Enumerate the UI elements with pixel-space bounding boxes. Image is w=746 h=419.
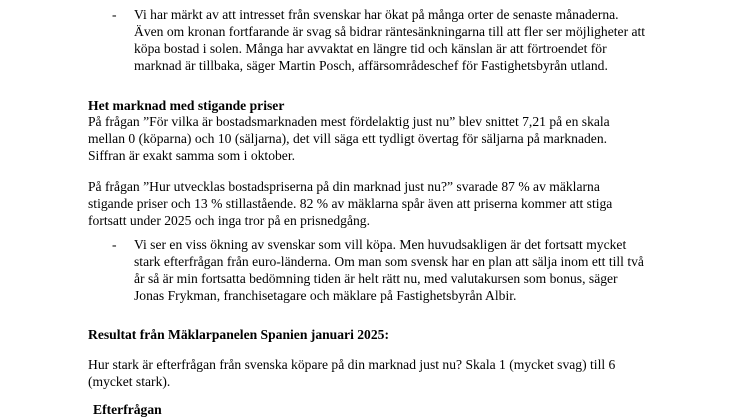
bullet-line: Vi har märkt av att intresset från svenskar har ökat på många orter de senaste månaderna. [134, 7, 619, 22]
survey-question [88, 356, 688, 390]
bullet-line: Även om kronan fortfarande är svag så bidrar räntesänkningarna till att fler ser möjligheter att [134, 24, 646, 39]
quote-bullet-posch [114, 6, 674, 74]
bullet-line: Jonas Frykman, franchisetagare och mäklare på Fastighetsbyrån Albir. [134, 288, 517, 303]
paragraph-line: stigande priser och 13 % stillastående. 82 % av mäklarna spår även att priserna kommer att stiga [88, 196, 613, 211]
paragraph-bostadspriser [88, 178, 688, 229]
bullet-line: marknad är tillbaka, säger Martin Posch, affärsområdeschef för Fastighetsbyrån utland. [134, 58, 608, 73]
bullet-line: köpa bostad i solen. Många har avvaktat en längre tid och känslan är att förtroendet för [134, 41, 607, 56]
quote-bullet-frykman [114, 236, 674, 304]
table-heading-efterfragan: Efterfrågan [93, 402, 162, 417]
paragraph-line: fortsatt under 2025 och inga tror på en prisnedgång. [88, 213, 370, 228]
section-heading-resultat: Resultat från Mäklarpanelen Spanien januari 2025: [88, 327, 389, 342]
section-heading-het-marknad: Het marknad med stigande priser [88, 98, 285, 113]
paragraph-line: På frågan ”Hur utvecklas bostadspriserna på din marknad just nu?” svarade 87 % av mäklarna [88, 179, 600, 194]
paragraph-line: Hur stark är efterfrågan från svenska köpare på din marknad just nu? Skala 1 (mycket svag) till 6 [88, 357, 616, 372]
bullet-line: år så är min fortsatta bedömning tiden är helt rätt nu, med valutakursen som bonus, säger [134, 271, 618, 286]
bullet-line: stark efterfrågan från euro-länderna. Om man som svensk har en plan att sälja inom ett till två [134, 254, 644, 269]
bullet-dash: - [112, 7, 117, 22]
paragraph-line: Siffran är exakt samma som i oktober. [88, 148, 296, 163]
paragraph-fordelaktig [88, 113, 688, 164]
paragraph-line: På frågan ”För vilka är bostadsmarknaden mest fördelaktig just nu” blev snittet 7,21 på en skala [88, 114, 610, 129]
paragraph-line: mellan 0 (köparna) och 10 (säljarna), det vill säga ett tydligt övertag för säljarna på marknaden. [88, 131, 608, 146]
bullet-line: Vi ser en viss ökning av svenskar som vill köpa. Men huvudsakligen är det fortsatt mycket [134, 237, 627, 252]
paragraph-line: (mycket stark). [88, 374, 171, 389]
bullet-dash: - [112, 237, 117, 252]
